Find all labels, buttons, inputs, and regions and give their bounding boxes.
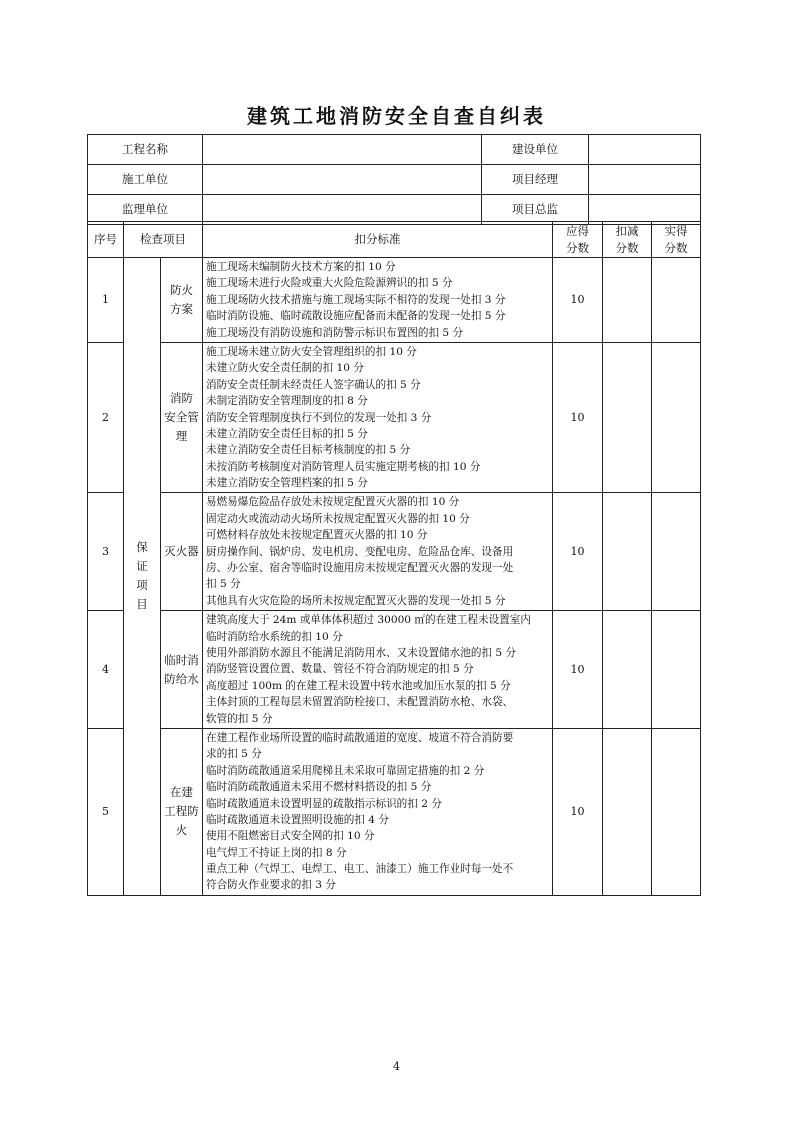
inspection-table bbox=[87, 134, 701, 225]
standard-line: 临时疏散通道未设置明显的疏散指示标识的扣 2 分 bbox=[206, 797, 442, 810]
standard-line: 临时消防疏散通道采用爬梯且未采取可靠固定措施的扣 2 分 bbox=[206, 764, 485, 777]
item-name-line: 理 bbox=[175, 429, 188, 444]
standard-line: 在建工程作业场所设置的临时疏散通道的宽度、坡道不符合消防要 bbox=[206, 731, 514, 744]
standard-cell bbox=[203, 493, 553, 611]
standard-line: 未制定消防安全管理制度的扣 8 分 bbox=[206, 395, 368, 408]
standard-line: 未按消防考核制度对消防管理人员实施定期考核的扣 10 分 bbox=[206, 460, 481, 473]
header-due-line1: 应得 bbox=[566, 223, 589, 238]
supervisor-value[interactable] bbox=[203, 195, 482, 225]
item-name-line: 灭火器 bbox=[164, 544, 199, 559]
header-due-line2: 分数 bbox=[566, 240, 589, 255]
deduct-score[interactable] bbox=[603, 342, 652, 493]
deduct-score[interactable] bbox=[603, 258, 652, 343]
actual-score[interactable] bbox=[652, 611, 701, 729]
item-name-line: 火 bbox=[175, 823, 188, 838]
standard-line: 符合防火作业要求的扣 3 分 bbox=[206, 879, 337, 892]
standard-cell bbox=[203, 728, 553, 895]
standard-line: 临时消防给水系统的扣 10 分 bbox=[206, 630, 343, 643]
item-name bbox=[161, 728, 203, 895]
category-char: 目 bbox=[136, 597, 148, 612]
header-deduct-line2: 分数 bbox=[615, 240, 639, 255]
item-name-line: 临时消 bbox=[164, 652, 199, 667]
standard-line: 未建立消防安全责任目标考核制度的扣 5 分 bbox=[206, 444, 411, 457]
due-score: 10 bbox=[553, 258, 603, 343]
category-char: 证 bbox=[136, 559, 148, 574]
item-name-line: 防给水 bbox=[164, 671, 199, 686]
standard-line: 厨房操作间、锅炉房、发电机房、变配电房、危险品仓库、设备用 bbox=[206, 545, 514, 558]
item-name bbox=[161, 493, 203, 611]
due-score: 10 bbox=[553, 728, 603, 895]
row-seq: 1 bbox=[88, 258, 124, 343]
standard-line: 高度超过 100m 的在建工程未设置中转水池或加压水泵的扣 5 分 bbox=[206, 679, 511, 692]
constructor-label: 施工单位 bbox=[88, 165, 203, 195]
builder-label: 建设单位 bbox=[482, 135, 589, 165]
actual-score[interactable] bbox=[652, 493, 701, 611]
page-title: 建筑工地消防安全自查自纠表 bbox=[247, 104, 546, 128]
standard-line: 电气焊工不持证上岗的扣 8 分 bbox=[206, 846, 347, 859]
manager-label: 项目经理 bbox=[482, 165, 589, 195]
header-standard: 扣分标准 bbox=[203, 222, 553, 258]
row-seq: 2 bbox=[88, 342, 124, 493]
score-table bbox=[87, 221, 701, 896]
builder-value[interactable] bbox=[589, 135, 701, 165]
item-name-line: 安全管 bbox=[164, 410, 199, 425]
header-deduct-line1: 扣减 bbox=[615, 223, 639, 238]
supervisor-label: 监理单位 bbox=[88, 195, 203, 225]
standard-line: 重点工种（气焊工、电焊工、电工、油漆工）施工作业时每一处不 bbox=[206, 863, 514, 876]
standard-line: 未建立防火安全责任制的扣 10 分 bbox=[206, 362, 364, 375]
item-name-line: 防火 bbox=[170, 282, 193, 297]
item-name bbox=[161, 258, 203, 343]
due-score: 10 bbox=[553, 342, 603, 493]
category-char: 保 bbox=[136, 540, 148, 555]
category-cell bbox=[124, 258, 161, 896]
director-label: 项目总监 bbox=[482, 195, 589, 225]
standard-line: 其他具有火灾危险的场所未按规定配置灭火器的发现一处扣 5 分 bbox=[206, 594, 506, 607]
header-actual-line2: 分数 bbox=[664, 240, 688, 255]
standard-cell bbox=[203, 258, 553, 343]
deduct-score[interactable] bbox=[603, 493, 652, 611]
standard-line: 施工现场未进行火险或重大火险危险源辨识的扣 5 分 bbox=[206, 277, 453, 290]
standard-line: 施工现场没有消防设施和消防警示标识布置图的扣 5 分 bbox=[206, 326, 464, 339]
header-due bbox=[553, 222, 603, 258]
standard-line: 房、办公室、宿舍等临时设施用房未按规定配置灭火器的发现一处 bbox=[206, 562, 514, 575]
project-name-value[interactable] bbox=[203, 135, 482, 165]
header-actual-line1: 实得 bbox=[664, 223, 688, 238]
director-value[interactable] bbox=[589, 195, 701, 225]
standard-line: 使用外部消防水源且不能满足消防用水、又未设置储水池的扣 5 分 bbox=[206, 646, 517, 659]
standard-line: 消防安全管理制度执行不到位的发现一处扣 3 分 bbox=[206, 411, 432, 424]
standard-line: 求的扣 5 分 bbox=[206, 748, 262, 761]
manager-value[interactable] bbox=[589, 165, 701, 195]
standard-line: 易燃易爆危险品存放处未按规定配置灭火器的扣 10 分 bbox=[206, 496, 460, 509]
actual-score[interactable] bbox=[652, 728, 701, 895]
standard-line: 可燃材料存放处未按规定配置灭火器的扣 10 分 bbox=[206, 529, 428, 542]
row-seq: 4 bbox=[88, 611, 124, 729]
category-char: 项 bbox=[136, 578, 148, 593]
standard-line: 临时疏散通道未设置照明设施的扣 4 分 bbox=[206, 813, 389, 826]
standard-line: 消防竖管设置位置、数量、管径不符合消防规定的扣 5 分 bbox=[206, 663, 474, 676]
header-actual bbox=[652, 222, 701, 258]
item-name-line: 消防 bbox=[170, 391, 193, 406]
deduct-score[interactable] bbox=[603, 611, 652, 729]
standard-line: 建筑高度大于 24m 或单体体积超过 30000 ㎡的在建工程未设置室内 bbox=[206, 614, 531, 627]
header-deduct bbox=[603, 222, 652, 258]
row-seq: 5 bbox=[88, 728, 124, 895]
standard-line: 软管的扣 5 分 bbox=[206, 712, 273, 725]
deduct-score[interactable] bbox=[603, 728, 652, 895]
item-name-line: 方案 bbox=[170, 301, 193, 316]
standard-line: 固定动火或流动动火场所未按规定配置灭火器的扣 10 分 bbox=[206, 512, 470, 525]
standard-cell bbox=[203, 342, 553, 493]
constructor-value[interactable] bbox=[203, 165, 482, 195]
standard-line: 临时消防设施、临时疏散设施应配备而未配备的发现一处扣 5 分 bbox=[206, 310, 506, 323]
standard-line: 临时消防疏散通道未采用不燃材料搭设的扣 5 分 bbox=[206, 781, 432, 794]
actual-score[interactable] bbox=[652, 342, 701, 493]
due-score: 10 bbox=[553, 493, 603, 611]
standard-cell bbox=[203, 611, 553, 729]
item-name bbox=[161, 342, 203, 493]
page-number: 4 bbox=[393, 1060, 400, 1073]
item-name-line: 在建 bbox=[170, 785, 193, 800]
standard-line: 消防安全责任制未经责任人签字确认的扣 5 分 bbox=[206, 378, 421, 391]
standard-line: 施工现场防火技术措施与施工现场实际不相符的发现一处扣 3 分 bbox=[206, 293, 506, 306]
item-name-line: 工程防 bbox=[164, 804, 199, 819]
standard-line: 扣 5 分 bbox=[206, 578, 241, 591]
header-item: 检查项目 bbox=[124, 222, 203, 258]
due-score: 10 bbox=[553, 611, 603, 729]
row-seq: 3 bbox=[88, 493, 124, 611]
item-name bbox=[161, 611, 203, 729]
standard-line: 未建立消防安全管理档案的扣 5 分 bbox=[206, 477, 368, 490]
header-seq: 序号 bbox=[88, 222, 124, 258]
standard-line: 使用不阻燃密目式安全网的扣 10 分 bbox=[206, 830, 375, 843]
standard-line: 施工现场未建立防火安全管理组织的扣 10 分 bbox=[206, 345, 417, 358]
standard-line: 主体封顶的工程每层未留置消防栓接口、未配置消防水枪、水袋、 bbox=[206, 696, 514, 709]
actual-score[interactable] bbox=[652, 258, 701, 343]
standard-line: 施工现场未编制防火技术方案的扣 10 分 bbox=[206, 261, 396, 273]
project-name-label: 工程名称 bbox=[88, 135, 203, 165]
standard-line: 未建立消防安全责任目标的扣 5 分 bbox=[206, 427, 368, 440]
